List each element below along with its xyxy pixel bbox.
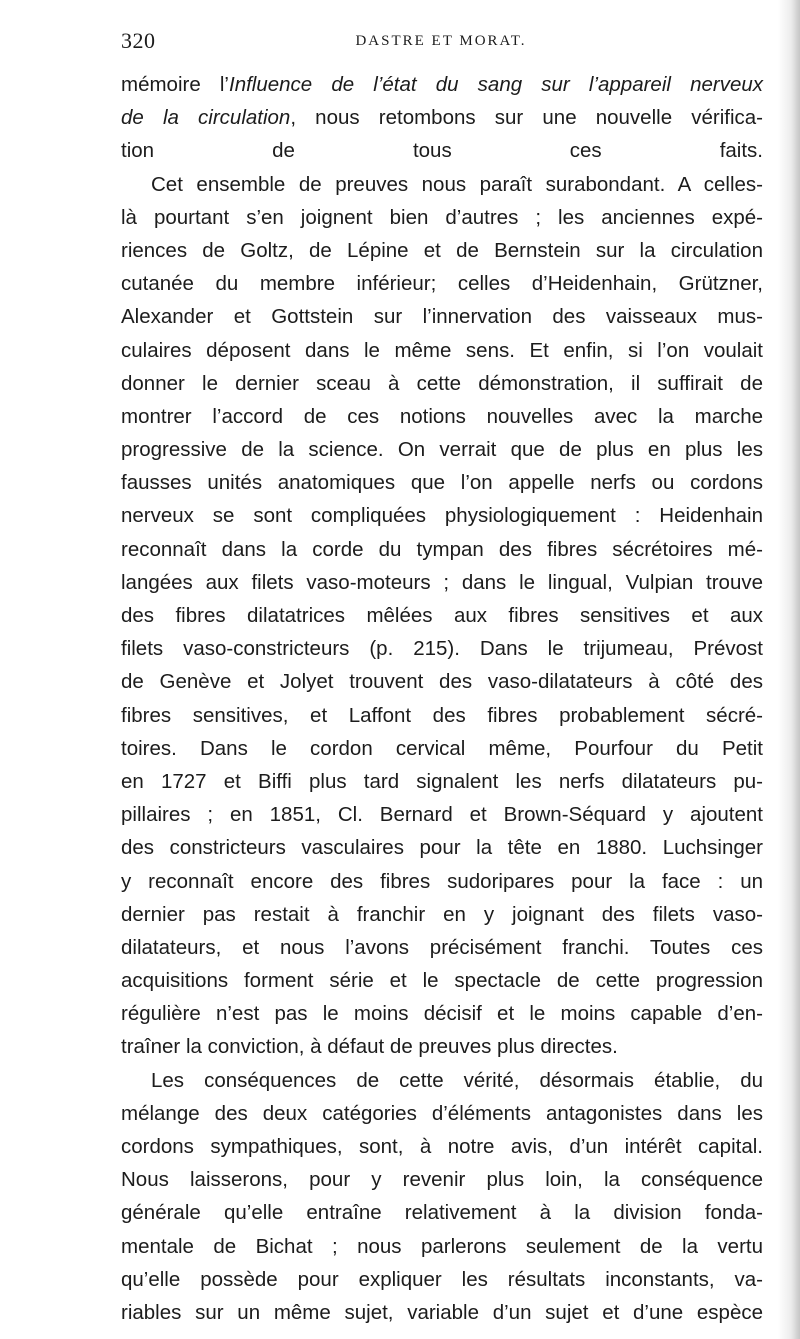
text-run: en 1727 et Biffi plus tard signalent les nerfs dilatateurs pu-	[121, 769, 763, 793]
page-edge-shadow	[778, 0, 800, 1339]
text-run: Nous laisserons, pour y revenir plus loin, la conséquence	[121, 1168, 763, 1192]
text-run: dernier pas restait à franchir en y joignant des filets vaso-	[121, 902, 763, 926]
text-run: riables sur un même sujet, variable d’un sujet et d’une espèce	[121, 1300, 763, 1324]
italic-title: Influence de l’état du sang sur l’appareil nerveux	[229, 73, 764, 96]
italic-title: de la circulation	[121, 106, 291, 130]
text-line	[121, 798, 763, 831]
text-run: , nous retombons sur une nouvelle vérifica-	[290, 106, 763, 130]
text-line	[121, 533, 763, 566]
text-line	[121, 367, 763, 400]
text-run: dilatateurs, et nous l’avons précisément franchi. Toutes ces	[121, 935, 763, 959]
text-line	[121, 1064, 763, 1097]
text-run: tion de tous ces faits.	[121, 139, 763, 163]
text-line	[121, 134, 763, 167]
text-line	[121, 931, 763, 964]
text-line	[121, 566, 763, 599]
text-line	[121, 865, 763, 898]
text-line	[121, 499, 763, 532]
text-line	[121, 1130, 763, 1163]
text-run: là pourtant s’en joignent bien d’autres ; les anciennes expé-	[121, 205, 763, 229]
text-run: acquisitions forment série et le spectacle de cette progression	[121, 969, 763, 993]
text-run: filets vaso-constricteurs (p. 215). Dans le trijumeau, Prévost	[121, 637, 763, 661]
text-line	[121, 1230, 763, 1263]
text-run: générale qu’elle entraîne relativement à la division fonda-	[121, 1201, 763, 1225]
text-line	[121, 665, 763, 698]
text-run: montrer l’accord de ces notions nouvelles avec la marche	[121, 404, 763, 428]
text-line	[121, 68, 763, 101]
text-line	[121, 632, 763, 665]
text-line	[121, 400, 763, 433]
text-line	[121, 433, 763, 466]
running-head: DASTRE ET MORAT.	[355, 33, 527, 49]
text-run: mémoire l’	[121, 73, 229, 96]
text-run: riences de Goltz, de Lépine et de Bernstein sur la circulation	[121, 238, 763, 262]
text-line	[121, 334, 763, 367]
text-run: Cet ensemble de preuves nous paraît surabondant. A celles-	[151, 172, 763, 196]
text-line	[121, 1196, 763, 1229]
text-run: régulière n’est pas le moins décisif et le moins capable d’en-	[121, 1002, 763, 1026]
text-run: toires. Dans le cordon cervical même, Pourfour du Petit	[121, 736, 763, 760]
text-line	[121, 1296, 763, 1329]
text-line	[121, 964, 763, 997]
text-line	[121, 699, 763, 732]
body-text	[121, 68, 763, 1329]
text-line	[121, 1030, 763, 1063]
text-run: donner le dernier sceau à cette démonstration, il suffirait de	[121, 371, 763, 395]
text-line	[121, 1263, 763, 1296]
text-line	[121, 997, 763, 1030]
text-run: des constricteurs vasculaires pour la tête en 1880. Luchsinger	[121, 836, 763, 860]
text-run: cutanée du membre inférieur; celles d’Heidenhain, Grützner,	[121, 272, 763, 296]
text-run: Les conséquences de cette vérité, désormais établie, du	[151, 1068, 763, 1092]
text-line	[121, 234, 763, 267]
text-run: pillaires ; en 1851, Cl. Bernard et Brown-Séquard y ajoutent	[121, 803, 763, 827]
text-line	[121, 599, 763, 632]
page-header	[121, 28, 761, 58]
text-run: fibres sensitives, et Laffont des fibres probablement sécré-	[121, 703, 763, 727]
text-run: culaires déposent dans le même sens. Et enfin, si l’on voulait	[121, 338, 763, 362]
text-run: cordons sympathiques, sont, à notre avis, d’un intérêt capital.	[121, 1135, 763, 1158]
text-line	[121, 831, 763, 864]
text-run: langées aux filets vaso-moteurs ; dans le lingual, Vulpian trouve	[121, 570, 763, 594]
text-line	[121, 267, 763, 300]
text-line	[121, 732, 763, 765]
text-line	[121, 168, 763, 201]
text-run: nerveux se sont compliquées physiologiquement : Heidenhain	[121, 504, 763, 528]
text-line	[121, 898, 763, 931]
text-run: de Genève et Jolyet trouvent des vaso-dilatateurs à côté des	[121, 670, 763, 694]
text-run: Alexander et Gottstein sur l’innervation des vaisseaux mus-	[121, 305, 763, 329]
text-line	[121, 201, 763, 234]
text-run: traîner la conviction, à défaut de preuves plus directes.	[121, 1035, 618, 1059]
text-run: fausses unités anatomiques que l’on appelle nerfs ou cordons	[121, 471, 763, 495]
text-run: mentale de Bichat ; nous parlerons seulement de la vertu	[121, 1234, 763, 1258]
text-run: reconnaît dans la corde du tympan des fibres sécrétoires mé-	[121, 537, 763, 561]
text-run: qu’elle possède pour expliquer les résultats inconstants, va-	[121, 1267, 763, 1291]
text-line	[121, 466, 763, 499]
text-line	[121, 1097, 763, 1130]
text-run: progressive de la science. On verrait que de plus en plus les	[121, 438, 763, 462]
text-line	[121, 1163, 763, 1196]
text-run: mélange des deux catégories d’éléments antagonistes dans les	[121, 1101, 763, 1125]
page-number: 320	[121, 28, 156, 53]
text-line	[121, 765, 763, 798]
text-run: des fibres dilatatrices mêlées aux fibres sensitives et aux	[121, 604, 763, 627]
text-line	[121, 300, 763, 333]
text-line	[121, 101, 763, 134]
text-run: y reconnaît encore des fibres sudoripares pour la face : un	[121, 869, 763, 893]
